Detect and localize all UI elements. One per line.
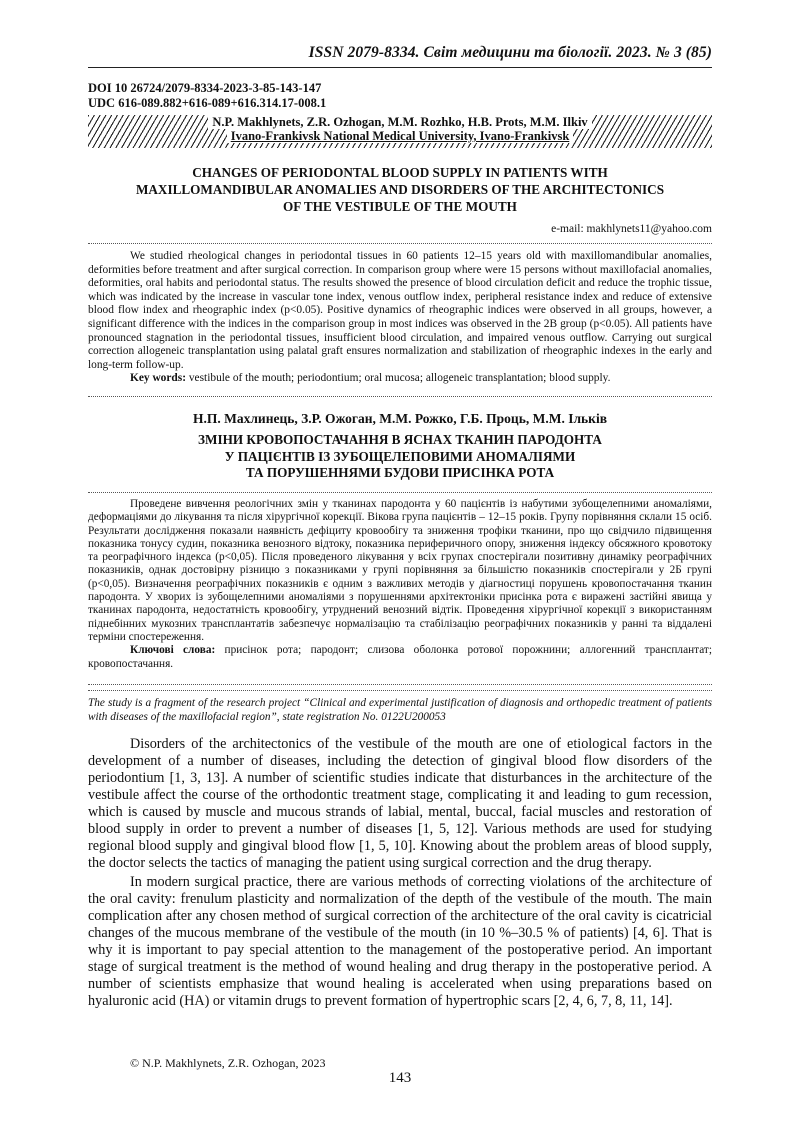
journal-header: ISSN 2079-8334. Світ медицини та біології. 2023. № 3 (85): [308, 44, 712, 61]
keywords-ua: Ключові слова: присінок рота; пародонт; слизова оболонка ротової порожнини; аллогенний трансплантат; кровопостачання.: [88, 644, 712, 670]
funding-note: The study is a fragment of the research project “Clinical and experimental justification of diagnosis and orthopedic treatment of patients with diseases of the maxillofacial region”, state registration No. 0122U200053: [88, 697, 712, 723]
title-en-line: MAXILLOMANDIBULAR ANOMALIES AND DISORDERS OF THE ARCHITECTONICS: [135, 182, 665, 197]
identifiers: [88, 81, 326, 110]
doi: DOI 10 26724/2079-8334-2023-3-85-143-147: [88, 81, 322, 95]
keywords-en-label: Key words:: [130, 372, 186, 385]
body-paragraph: In modern surgical practice, there are various methods of correcting violations of the architecture of the oral cavity: frenulum plasticity and normalization of the depth of the vestibule of the mouth. The main complication after any chosen method of surgical correction of the architecture of the oral cavity is cicatricial changes of the mucous membrane of the vestibule of the mouth (in 10 %–30.5 % of patients) [4, 6]. That is why it is important to pay special attention to the management of the postoperative period. An important stage of surgical treatment is the method of wound healing and drug therapy in the postoperative period. A number of scientists emphasize that wound healing is accelerated when using preparations based on hyaluronic acid (HA) or vitamin drugs to prevent formation of hypertrophic scars [2, 4, 6, 7, 8, 11, 14].: [88, 874, 712, 1009]
authors-block: [88, 115, 712, 143]
abstract-ua-bottom-divider: [88, 684, 712, 685]
keyword: periodontium: [297, 372, 359, 385]
title-ua-line: У ПАЦІЄНТІВ ІЗ ЗУБОЩЕЛЕПОВИМИ АНОМАЛІЯМИ: [224, 448, 576, 464]
affiliation: Ivano-Frankivsk National Medical University, Ivano-Frankivsk: [227, 129, 574, 143]
authors-hatched-band: [88, 115, 712, 148]
contact-email: e-mail: makhlynets11@yahoo.com: [551, 223, 712, 235]
article-title-en: [88, 164, 712, 215]
keywords-ua-label: Ключові слова:: [130, 644, 216, 657]
body-paragraph: Disorders of the architectonics of the vestibule of the mouth are one of etiological factors in the development of a number of diseases, including the detection of gingival blood flow disorders of the periodontium [1, 3, 13]. A number of scientific studies indicate that disturbances in the architecture of the vestibule affect the course of the orthodontic treatment stage, complicating it and leading to gum recession, which is caused by muscle and mucous strands of labial, mental, buccal, facial muscles and restoration of blood supply in order to prevent a number of diseases [1, 5, 12]. Various methods are used for studying regional blood supply and gingival blood flow [1, 5, 10]. Knowing about the problem areas of blood supply, the doctor selects the tactics of managing the patient using surgical correction and the drug therapy.: [88, 736, 712, 871]
title-en-line: CHANGES OF PERIODONTAL BLOOD SUPPLY IN PATIENTS WITH: [192, 165, 608, 180]
keyword: присінок рота: [224, 644, 299, 657]
authors-en: N.P. Makhlynets, Z.R. Ozhogan, M.M. Rozhko, H.B. Prots, M.M. Ilkiv: [208, 115, 591, 129]
keyword: аллогенний трансплантат: [579, 644, 709, 657]
authors-ua: Н.П. Махлинець, З.Р. Ожоган, М.М. Рожко, Г.Б. Проць, М.М. Ільків: [192, 411, 607, 426]
abstract-ua-top-divider: [88, 492, 712, 493]
funding-divider: [88, 690, 712, 691]
title-en-line: OF THE VESTIBULE OF THE MOUTH: [283, 199, 517, 214]
abstract-en-text: We studied rheological changes in periodontal tissues in 60 patients 12–15 years old with maxillomandibular anomalies, deformities before treatment and after surgical correction. In comparison group where were 15 persons without maxillofacial anomalies, deformities, oral habits and periodontal status. The results showed the presence of blood circulation deficit and reduce the trophic tissue, which was indicated by the increase in vascular tone index, venous outflow index, peripheral resistance index and reduce of extensive blood flow index and rheographic index (p<0.05). Positive dynamics of rheographic indices were observed in all groups, however, a significant difference with the indices in the comparison group in most indices was observed in the 2B group (p<0.05). All patients have pronounced stagnation in the periodontal tissues, insufficient blood circulation, and impaired venous outflow. Carrying out surgical correction allogeneic transplantation using palatal graft ensures normalization and stabilization of rheographic indexes in the early and long-term follow-up.: [88, 250, 712, 371]
copyright-notice: © N.P. Makhlynets, Z.R. Ozhogan, 2023: [130, 1056, 326, 1070]
keywords-en: Key words: vestibule of the mouth; periodontium; oral mucosa; allogeneic transplantation; blood supply.: [130, 372, 611, 385]
article-title-ua: [88, 432, 712, 482]
article-body: [88, 736, 712, 1012]
keyword: allogeneic transplantation: [425, 372, 544, 385]
keyword: кровопостачання.: [88, 657, 174, 670]
keyword: vestibule of the mouth: [188, 372, 292, 385]
keyword: пародонт: [310, 644, 355, 657]
keyword: слизова оболонка ротової порожнини: [367, 644, 568, 657]
abstract-ua: [88, 498, 712, 671]
abstract-ua-text: Проведене вивчення реологічних змін у тканинах пародонта у 60 пацієнтів із набутими зубощелепними аномаліями, деформаціями до лікування та після хірургічної корекції. Вікова група пацієнтів – 12–15 років. Групу порівняння склали 15 осіб. Результати дослідження показали наявність дефіциту кровообігу та зниження трофіки тканини, про що свідчило підвищення показника тонусу судин, показника венозного відтоку, показника периферичного опору, зниження індексу обсяжного кровотоку та реографічного індекса (p<0,05). Після проведеного лікування у всіх групах спостерігали позитивну динаміку реографічних показників, однак достовірну різницю з показниками у групі порівняння за більшістю показників спостерігали у 2Б групі (p<0,05). Визначення реографічних показників є одним з важливих методів у діагностиці порушень кровопостачання тканин пародонта. У хворих із зубощелепними аномаліями з порушеннями архітектоніки присінка рота є виражені застійні явища у тканинах пародонта, недостатність кровообігу, утруднений венозний відтік. Проведення хірургічної корекції з використанням піднебінних мукозних трансплантатів забезпечує нормалізацію та стабілізацію реографічних показників у ранні та віддалені терміни спостереження.: [88, 498, 712, 643]
title-ua-line: ЗМІНИ КРОВОПОСТАЧАННЯ В ЯСНАХ ТКАНИН ПАРОДОНТА: [198, 432, 602, 447]
abstract-en: [88, 250, 712, 386]
udc: UDC 616-089.882+616-089+616.314.17-008.1: [88, 95, 327, 110]
keyword: oral mucosa: [364, 372, 420, 385]
abstract-en-top-divider: [88, 243, 712, 244]
page-number: 143: [388, 1070, 412, 1086]
abstract-en-bottom-divider: [88, 396, 712, 397]
title-ua-line: ТА ПОРУШЕННЯМИ БУДОВИ ПРИСІНКА РОТА: [245, 465, 555, 480]
header-rule: [88, 67, 712, 68]
keyword: blood supply.: [549, 372, 611, 385]
